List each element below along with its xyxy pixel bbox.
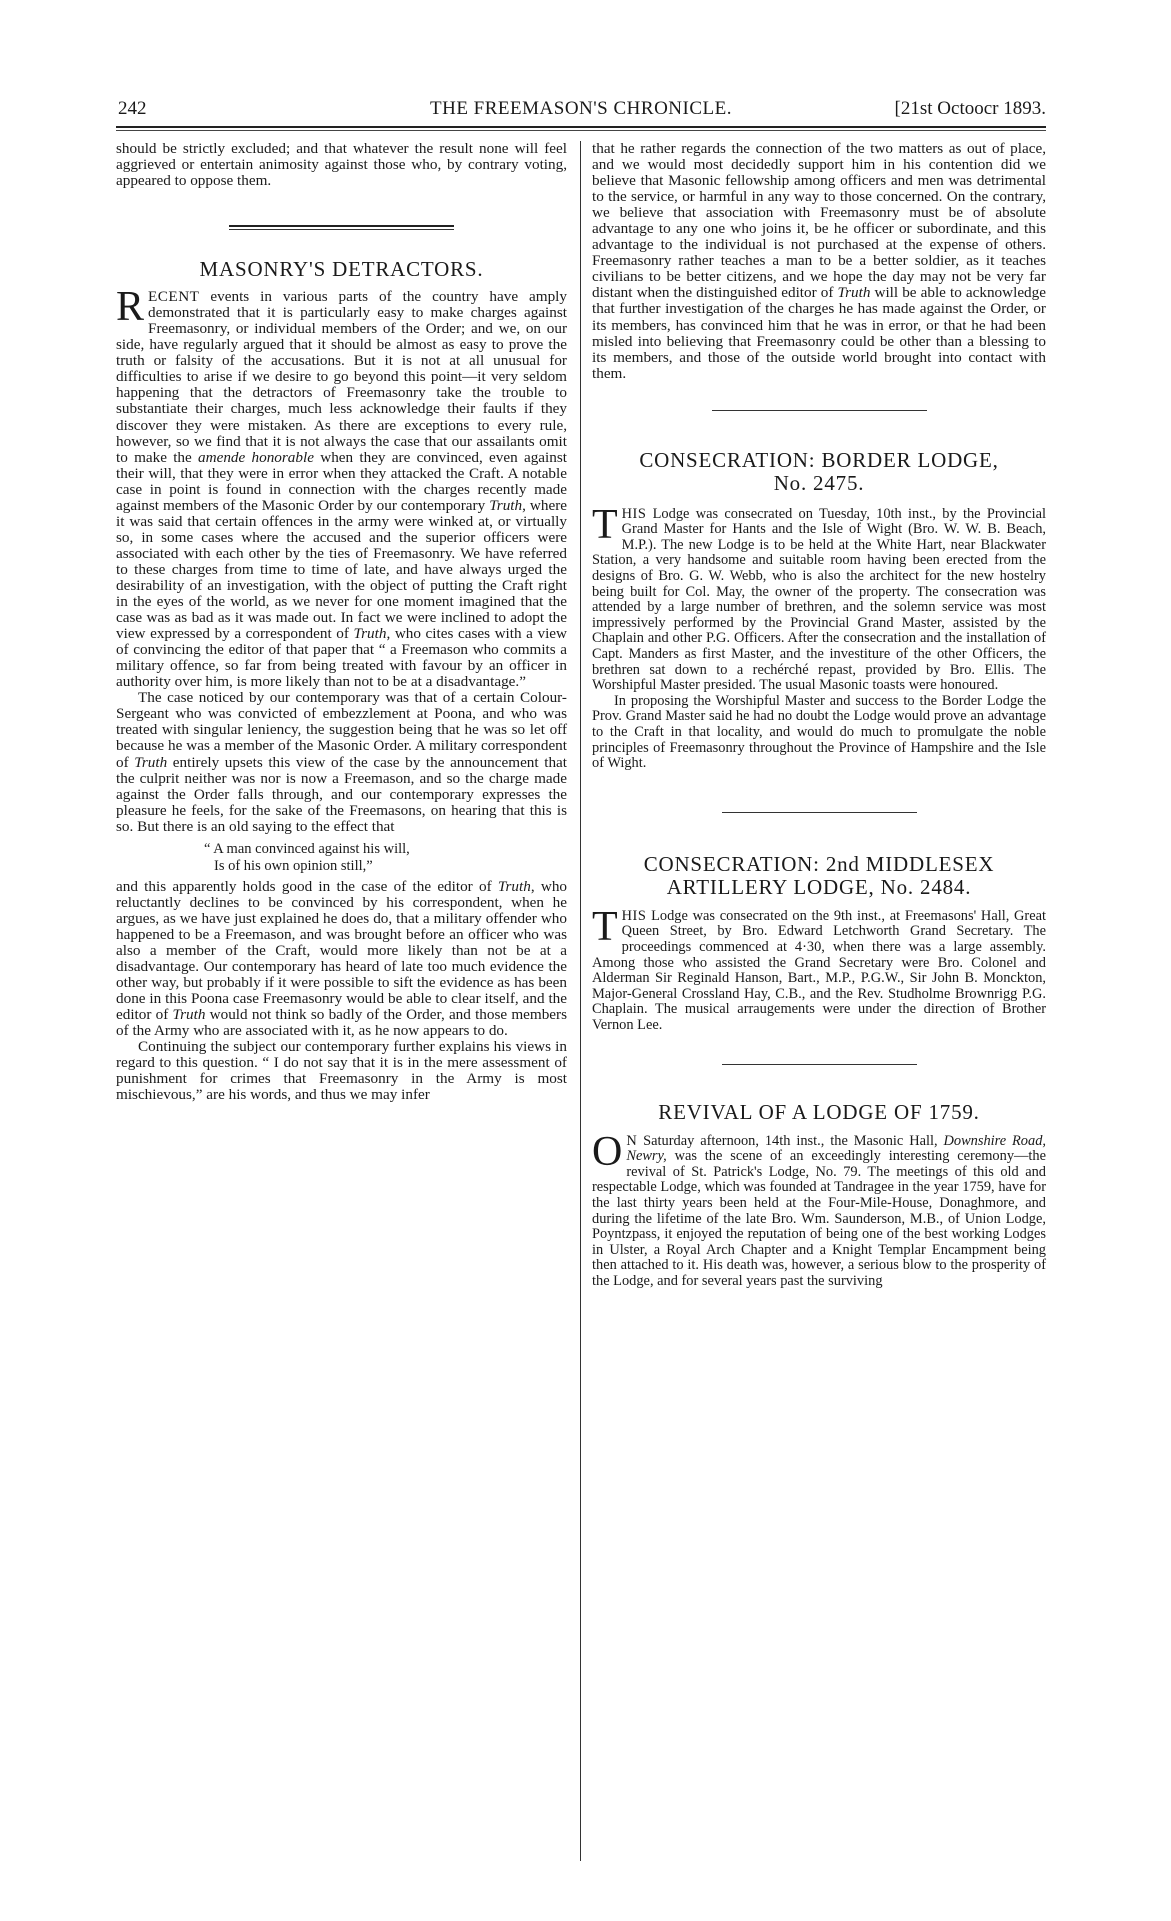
article-paragraph-3 xyxy=(116,879,567,1039)
article-paragraph-2 xyxy=(116,690,567,834)
page-number: 242 xyxy=(118,98,147,119)
revival-lodge-article xyxy=(592,1128,1046,1290)
text-run: was the scene of an exceedingly interesting ceremony—the revival of St. Patrick's Lodge, No. 79. The meetings of this old and respectable Lodge, which was founded at Tandragee in the year 1759, have for the last thirty years been held at the Four-Mile-House, Donaghmore, and during the lifetime of the late Bro. Wm. Saunderson, M.B., of Union Lodge, Poyntzpass, it enjoyed the reputation of being one of the best working Lodges in Ulster, a Royal Arch Chapter and a Knight Templar Encampment being then attached to it. His death was, however, a serious blow to the prosperity of the Lodge, and for several years past the surviving xyxy=(592,1148,1046,1289)
text-run: entirely upsets this view of the case by the announcement that the culprit neither was nor is now a Freemason, and so the charge made against the Order falls through, and our contemporary expresses the pleasure he feels, for the sake of the Freemasons, on hearing that this is so. But there is an old saying to the effect that xyxy=(116,753,567,835)
article-paragraph-4: Continuing the subject our contemporary further explains his views in regard to this question. “ I do not say that it is in the mere assessment of punishment for crimes that Freemasonry in the Army is most mischievous,” are his words, and thus we may infer xyxy=(116,1038,567,1104)
quote-line-2: Is of his own opinion still,” xyxy=(214,857,373,874)
text-run: , who cites cases with a view of convincing the editor of that paper that “ a Freemason who commits a military offence, so far from being treated with favour by an officer in authority over him, is more likely than not to be at a disadvantage.” xyxy=(116,625,568,691)
article-paragraph-1 xyxy=(116,284,568,691)
drop-cap: O xyxy=(592,1128,623,1175)
heading-line: CONSECRATION: 2nd MIDDLESEX xyxy=(643,851,995,876)
text-run: Lodge was consecrated on the 9th inst., at Freemasons' Hall, Great Queen Street, by Bro. Edward Letchworth Grand Secretary. The proceedings commenced at 4·30, when there was a large assembly. Among those who assisted the Grand Secretary were Bro. Colonel and Alderman Sir Reginald Hanson, Bart., M.P., P.G.W., Sir John B. Monckton, Major-General Crossland Hay, C.B., and the Rev. Studholme Brownrigg P.G. Chaplain. The musical arraugements were under the direction of Brother Vernon Lee. xyxy=(592,907,1046,1033)
text-run: would not think so badly of the Order, and those members of the Army who are associated with it, as he now appears to do. xyxy=(116,1006,568,1040)
italic-truth: Truth xyxy=(497,877,531,895)
verse-quote xyxy=(116,841,567,875)
lead-word: HIS xyxy=(621,907,647,924)
intro-paragraph: should be strictly excluded; and that whatever the result none will feel aggrieved or entertain animosity against those who, by contrary voting, appeared to oppose them. xyxy=(116,140,567,190)
article-heading-border-lodge xyxy=(592,449,1046,495)
border-lodge-article xyxy=(592,501,1046,772)
article-heading-middlesex-lodge xyxy=(592,853,1046,899)
lead-word: HIS xyxy=(621,505,647,522)
drop-cap: T xyxy=(592,501,618,548)
text-run: , where it was said that certain offences in the army were winked at, or virtually so, in some cases where the accused and the superior officers were associated with each other by the ties of Freemasonry. We have referred to these charges from time to time of late, and have always urged the desirability of an investigation, with the object of putting the Craft right in the eyes of the world, as we never for one moment imagined that the case was as bad as it was made out. In fact we were inclined to adopt the view expressed by a correspondent of xyxy=(116,496,567,643)
italic-truth: Truth xyxy=(837,284,871,302)
left-column xyxy=(116,141,567,1103)
text-run: , who reluctantly declines to be convinced by his correspondent, when he argues, as we have just explained he does do, that a military offender who happened to be a Freemason, and was brought before an officer who was also a member of the Craft, would more likely than not be at a disadvantage. Our contemporary has heard of late too much evidence the other way, but probably if it were possible to sift the evidence as has been done in this Poona case Freemasonry would be able to clear itself, and the editor of xyxy=(116,877,568,1024)
heading-line: CONSECRATION: BORDER LODGE, xyxy=(639,447,999,472)
revival-lodge-paragraph-1 xyxy=(592,1128,1046,1290)
italic-truth: Truth xyxy=(134,753,168,771)
lead-word: ECENT xyxy=(148,288,200,306)
drop-cap: T xyxy=(592,903,618,950)
publication-title: THE FREEMASON'S CHRONICLE. xyxy=(430,98,732,119)
text-run: Lodge was consecrated on Tuesday, 10th inst., by the Provincial Grand Master for Hants and the Isle of Wight (Bro. W. W. B. Beach, M.P.). The new Lodge is to be held at the White Hart, near Blackwater Station, a very handsome and suitable room having been erected from the designs of Bro. G. W. Webb, who is also the architect for the new hostelry being built for Col. May, the owner of the property. The consecration was attended by a large number of brethren, and the solemn service was most impressively performed by the Provincial Grand Master, assisted by the Chaplain and other P.G. Officers. After the consecration and the installation of Capt. Manders as first Master, and the investiture of the other Officers, the brethren sat down to a rechérché repast, provided by Bro. Ellis. The Worshipful Master presided. The usual Masonic toasts were honoured. xyxy=(592,505,1046,694)
masthead xyxy=(116,96,1046,124)
right-column xyxy=(592,141,1046,1289)
issue-date: [21st Octoocr 1893. xyxy=(894,98,1046,119)
text-run: will be able to acknowledge that further investigation of the charges he has made against the Order, or its members, has convinced him that he was in error, or that he had been misled into believing that Freemasonry could be other than a blessing to its members, and those of the outside world brought into contact with them. xyxy=(592,284,1046,382)
border-lodge-paragraph-1 xyxy=(592,501,1046,694)
italic-phrase: amende honorable xyxy=(198,448,314,466)
heading-line: No. 2475. xyxy=(773,470,865,495)
text-run: that he rather regards the connection of the two matters as out of place, and we would most decidedly support him in his contention did we believe that Masonic fellowship among officers and men was detrimental to the service, or harmful in any way to those concerned. On the contrary, we believe that association with Freemasonry must be of absolute advantage to any one who joins it, be he officer or subordinate, and this advantage to the individual is not purchased at the expense of others. Freemasonry rather teaches a man to be a better soldier, as it teaches civilians to be better citizens, and we hope the day may not be very far distant when the distinguished editor of xyxy=(592,140,1046,302)
italic-truth: Truth xyxy=(172,1006,206,1024)
text-run: when they are convinced, even against their will, that they were in error when they attacked the Craft. A notable case in point is found in connection with the charges recently made against members of the Masonic Order by our contemporary xyxy=(116,448,567,514)
lead-word: N xyxy=(626,1132,638,1149)
drop-cap: R xyxy=(116,284,145,331)
border-lodge-paragraph-2: In proposing the Worshipful Master and success to the Border Lodge the Prov. Grand Master said he had no doubt the Lodge would prove an advantage to the Craft in that locality, and would do much to promulgate the noble principles of Freemasonry throughout the Province of Hampshire and the Isle of Wight. xyxy=(592,692,1046,772)
italic-truth: Truth xyxy=(489,496,523,514)
text-run: The case noticed by our contemporary was that of a certain Colour-Sergeant who was convicted of embezzlement at Poona, and who was treated with singular leniency, the suggestion being that he was so let off because he was a member of the Masonic Order. A military correspondent of xyxy=(116,689,567,771)
middlesex-lodge-article xyxy=(592,903,1046,1034)
continuation-paragraph xyxy=(592,141,1046,382)
quote-line-1: “ A man convinced against his will, xyxy=(204,840,410,857)
heading-line: ARTILLERY LODGE, No. 2484. xyxy=(666,874,972,899)
article-heading-masonrys-detractors: MASONRY'S DETRACTORS. xyxy=(199,257,484,282)
text-run: events in various parts of the country have amply demonstrated that it is particularly easy to make charges against Freemasonry, or individual members of the Order; and we, on our side, have regularly argued that it should be almost as easy to prove the truth or falsity of the accusations. But it is not at all unusual for difficulties to arise if we desire to go beyond this point—it very seldom happening that the detractors of Freemasonry take the trouble to substantiate their charges, much less acknowledge their faults if they discover they were mistaken. As there are exceptions to every rule, however, so we find that it is not always the case that our assailants omit to make the xyxy=(116,288,567,466)
article-heading-revival-lodge: REVIVAL OF A LODGE OF 1759. xyxy=(658,1099,980,1124)
middlesex-lodge-paragraph-1 xyxy=(592,903,1046,1034)
text-run: and this apparently holds good in the case of the editor of xyxy=(116,877,498,895)
masthead-rule xyxy=(116,126,1046,131)
italic-truth: Truth xyxy=(353,625,387,643)
column-divider xyxy=(580,141,581,1861)
newspaper-page xyxy=(116,96,1046,1289)
text-run: Saturday afternoon, 14th inst., the Masonic Hall, xyxy=(637,1132,944,1149)
italic-place: Downshire Road, Newry, xyxy=(626,1132,1046,1165)
